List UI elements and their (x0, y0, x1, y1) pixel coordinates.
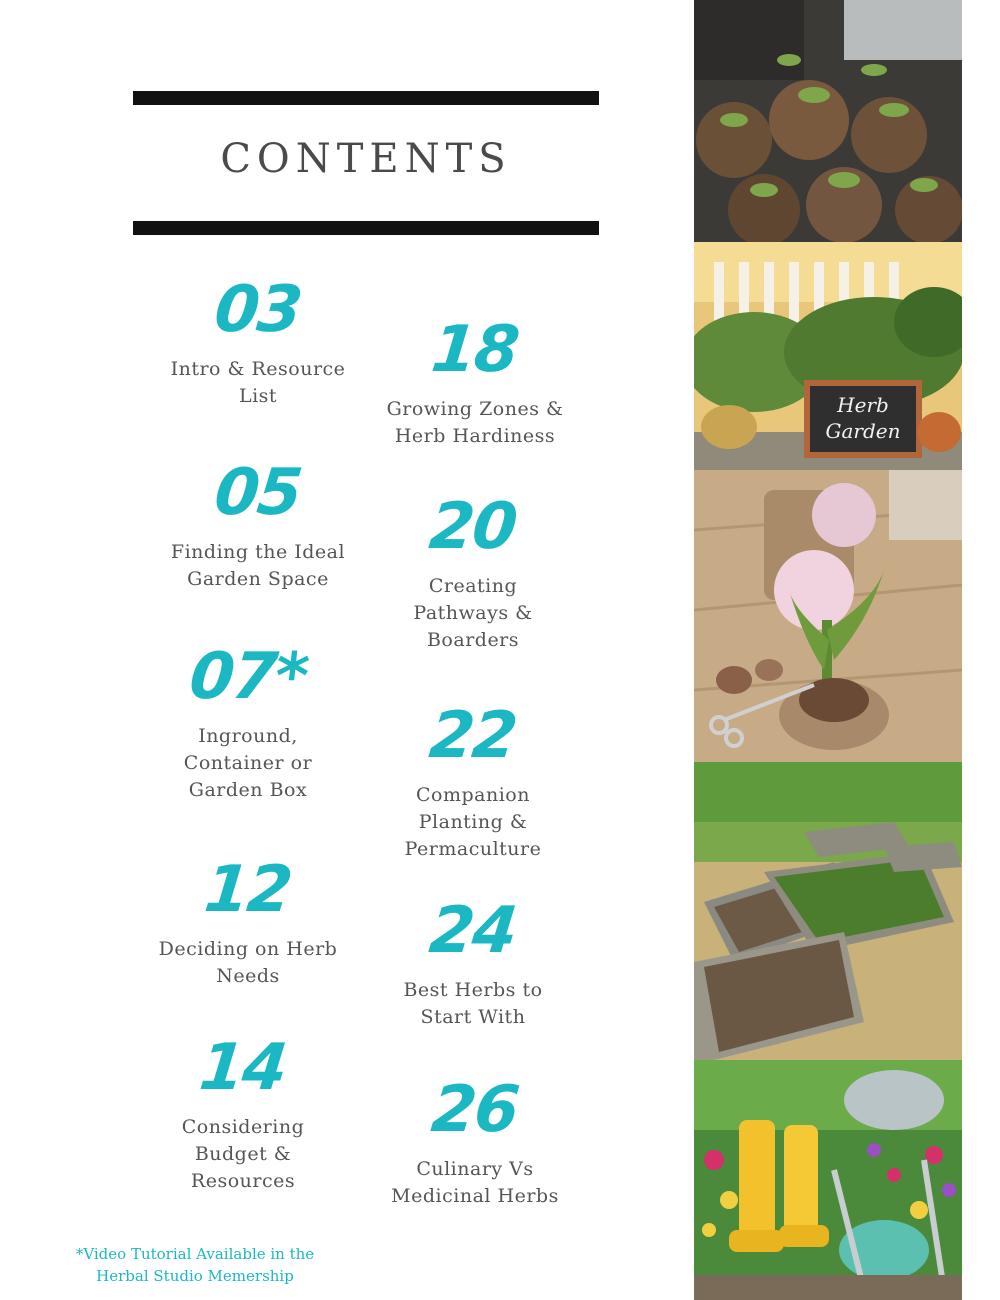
toc-entry-garden-space[interactable] (148, 456, 368, 593)
toc-entry-inground[interactable] (138, 640, 358, 804)
toc-label: Companion Planting & Permaculture (404, 784, 542, 860)
photo-column (694, 0, 962, 1300)
footnote-line-1: *Video Tutorial Available in the (75, 1245, 315, 1263)
toc-label: Culinary Vs Medicinal Herbs (391, 1158, 559, 1207)
page-number: 20 (426, 490, 520, 564)
toc-entry-intro[interactable] (148, 273, 368, 410)
page-number: 26 (428, 1073, 522, 1147)
title-bar-bottom (133, 221, 599, 235)
raised-beds-photo (694, 762, 962, 1060)
page-number: 24 (426, 894, 520, 968)
toc-entry-budget[interactable] (133, 1031, 353, 1195)
toc-label: Deciding on Herb Needs (158, 938, 338, 987)
video-tutorial-footnote (40, 1243, 350, 1287)
title-bar-top (133, 91, 599, 105)
toc-label: Inground, Container or Garden Box (183, 725, 313, 801)
seedlings-photo (694, 0, 962, 242)
hyacinth-photo (694, 470, 962, 762)
footnote-line-2: Herbal Studio Memership (96, 1267, 294, 1285)
toc-label: Considering Budget & Resources (181, 1116, 305, 1192)
herb-garden-photo (694, 242, 962, 470)
page-number: 18 (428, 313, 522, 387)
toc-label: Best Herbs to Start With (403, 979, 543, 1028)
toc-entry-herb-needs[interactable] (138, 853, 358, 990)
toc-entry-growing-zones[interactable] (365, 313, 585, 450)
chalkboard-text-2: Garden (825, 419, 901, 443)
toc-entry-pathways[interactable] (363, 490, 583, 654)
toc-label: Growing Zones & Herb Hardiness (386, 398, 564, 447)
page-number: 14 (196, 1031, 290, 1105)
chalkboard-text-1: Herb (837, 393, 889, 417)
page-number: 05 (211, 456, 305, 530)
toc-label: Finding the Ideal Garden Space (170, 541, 346, 590)
page-number: 12 (201, 853, 295, 927)
toc-entry-companion[interactable] (363, 699, 583, 863)
page-title: CONTENTS (220, 136, 512, 182)
toc-label: Creating Pathways & Boarders (413, 575, 533, 651)
toc-entry-culinary[interactable] (365, 1073, 585, 1210)
page-number: 22 (426, 699, 520, 773)
garden-tools-photo (694, 1060, 962, 1300)
page-number: 07* (185, 640, 311, 714)
toc-label: Intro & Resource List (170, 358, 346, 407)
page-number: 03 (211, 273, 305, 347)
toc-entry-best-herbs[interactable] (363, 894, 583, 1031)
